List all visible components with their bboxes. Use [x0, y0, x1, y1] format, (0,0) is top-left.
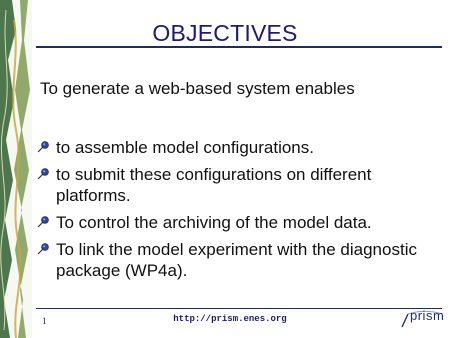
- page-number: 1: [42, 316, 47, 326]
- title-divider: [36, 46, 442, 48]
- bullet-item: [36, 212, 431, 233]
- bullet-text: to assemble model configurations.: [56, 138, 314, 157]
- pushpin-bullet-icon: [36, 167, 50, 181]
- bullet-text: To control the archiving of the model data.: [56, 213, 372, 232]
- footer-url: http://prism.enes.org: [173, 314, 287, 324]
- pushpin-bullet-icon: [36, 140, 50, 154]
- bullet-text: to submit these configurations on different platforms.: [56, 165, 372, 205]
- pushpin-bullet-icon: [36, 215, 50, 229]
- slide-title: OBJECTIVES: [152, 20, 298, 46]
- bullet-item: [36, 239, 431, 281]
- bullet-item: [36, 164, 431, 206]
- bullet-item: [36, 137, 431, 158]
- bullet-list: [36, 137, 431, 287]
- intro-text: To generate a web-based system enables: [40, 79, 355, 98]
- pushpin-bullet-icon: [36, 242, 50, 256]
- side-decoration: [0, 0, 32, 338]
- footer-divider: [36, 308, 442, 309]
- bullet-text: To link the model experiment with the diagnostic package (WP4a).: [56, 240, 417, 280]
- logo-text: prism: [410, 308, 445, 323]
